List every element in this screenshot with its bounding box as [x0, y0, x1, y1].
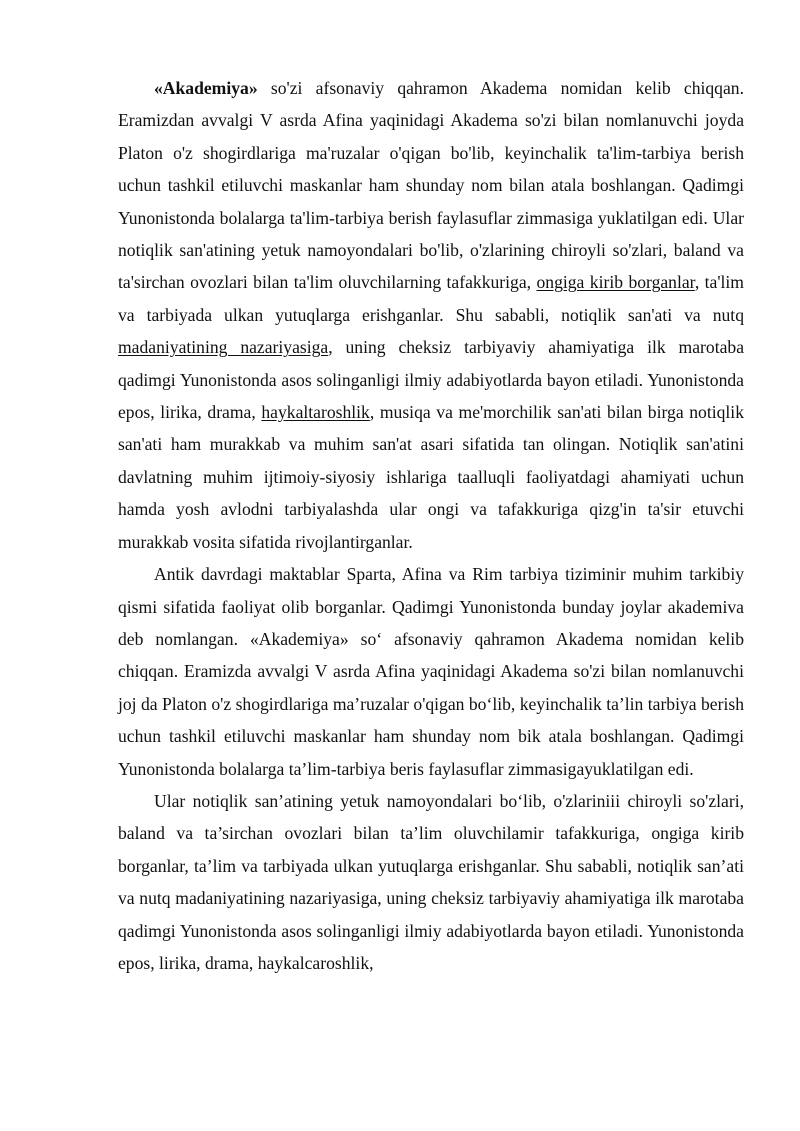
link-ongiga-kirib-borganlar[interactable]: ongiga kirib borganlar — [536, 272, 695, 293]
link-madaniyatining-nazariyasiga[interactable]: madaniyatining nazariyasiga — [118, 337, 329, 358]
paragraph-3 — [118, 785, 744, 979]
paragraph-text: , ta'lim va tarbiyada ulkan yutuqlarga erishganlar. Shu sababli, notiqlik san'ati va nutq — [118, 272, 744, 325]
link-haykaltaroshlik[interactable]: haykaltaroshlik — [261, 402, 370, 423]
paragraph-text: Antik davrdagi maktablar Sparta, Afina va Rim tarbiya tiziminir muhim tarkibiy qismi sifatida faoliyat olib borganlar. Qadimgi Yunonistonda bunday joylar akademiva deb nomlangan. «Akademiya» so‘ afsonaviy qahramon Akadema nomidan kelib chiqqan. Eramizda avvalgi V asrda Afina yaqinidagi Akadema so'zi bilan nomlanuvchi joj da Platon o'z shogirdlariga ma’ruzalar o'qigan bo‘lib, keyinchalik ta’lin tarbiya berish uchun tashkil etiluvchi maskanlar ham shunday nom bik atala boshlangan. Qadimgi Yunonistonda bolalarga ta’lim-tarbiya beris faylasuflar zimmasigayuklatilgan edi. — [118, 564, 744, 779]
paragraph-2 — [118, 558, 744, 785]
paragraph-text: so'zi afsonaviy qahramon Akadema nomidan kelib chiqqan. Eramizdan avvalgi V asrda Afina yaqinidagi Akadema so'zi bilan nomlanuvchi joyda Platon o'z shogirdlariga ma'ruzalar o'qigan bo'lib, keyinchalik ta'lim-tarbiya berish uchun tashkil etiluvchi maskanlar ham shunday nom bilan atala boshlangan. Qadimgi Yunonistonda bolalarga ta'lim-tarbiya berish faylasuflar zimmasiga yuklatilgan edi. Ular notiqlik san'atining yetuk namoyondalari bo'lib, o'zlarining chiroyli so'zlari, baland va ta'sirchan ovozlari bilan ta'lim oluvchilarning tafakkuriga, — [118, 78, 744, 293]
paragraph-1 — [118, 72, 744, 558]
document-page — [118, 72, 744, 979]
paragraph-text: , musiqa va me'morchilik san'ati bilan birga notiqlik san'ati ham murakkab va muhim san'at asari sifatida tan olingan. Notiqlik san'atini davlatning muhim ijtimoiy-siyosiy ishlariga taalluqli faoliyatdagi ahamiyati uchun hamda yosh avlodni tarbiyalashda ular ongi va tafakkuriga qizg'in ta'sir etuvchi murakkab vosita sifatida rivojlantirganlar. — [118, 402, 744, 552]
term-akademiya: «Akademiya» — [154, 78, 258, 98]
paragraph-text: , uning cheksiz tarbiyaviy ahamiyatiga ilk marotaba qadimgi Yunonistonda asos solinganligi ilmiy adabiyotlarda bayon etiladi. Yunonistonda epos, lirika, drama, — [118, 337, 744, 423]
paragraph-text: Ular notiqlik san’atining yetuk namoyondalari bo‘lib, o'zlariniii chiroyli so'zlari, baland va ta’sirchan ovozlari bilan ta’lim oluvchilamir tafakkuriga, ongiga kirib borganlar, ta’lim va tarbiyada ulkan yutuqlarga erishganlar. Shu sababli, notiqlik san’ati va nutq madaniyatining nazariyasiga, uning cheksiz tarbiyaviy ahamiyatiga ilk marotaba qadimgi Yunonistonda asos solinganligi ilmiy adabiyotlarda bayon etiladi. Yunonistonda epos, lirika, drama, haykalcaroshlik, — [118, 790, 744, 973]
